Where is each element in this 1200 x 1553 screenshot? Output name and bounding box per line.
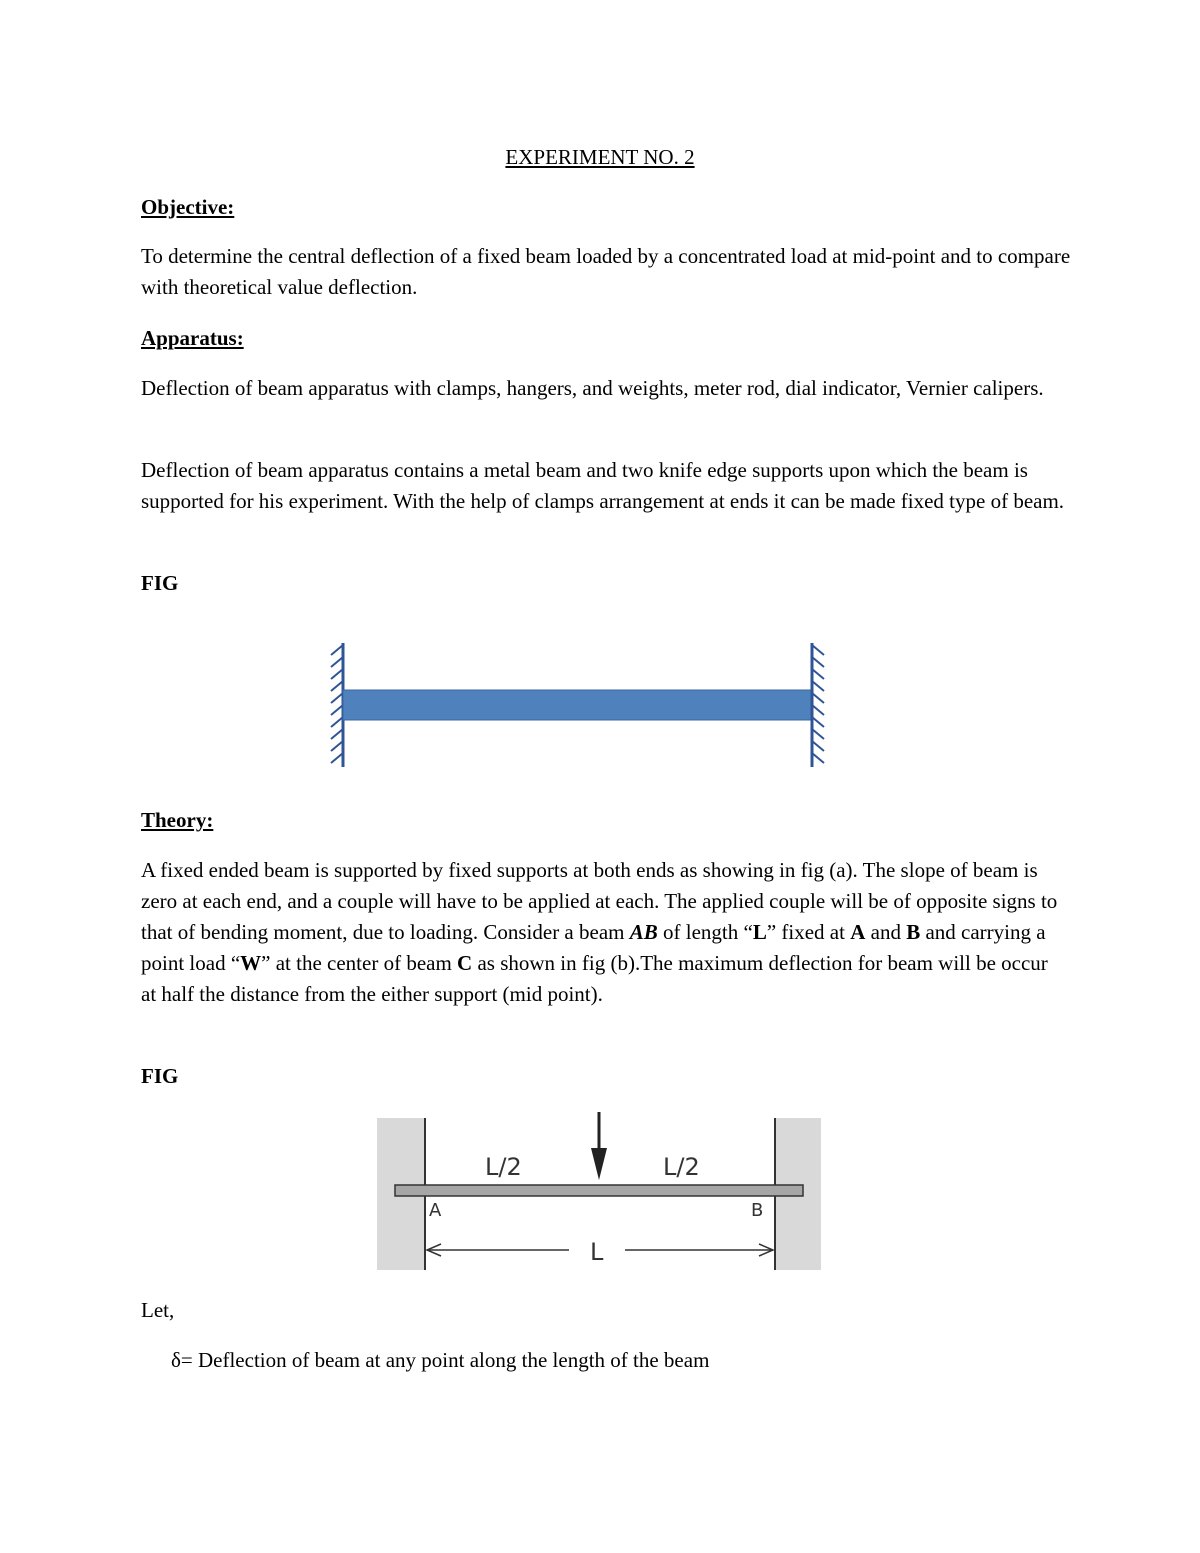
apparatus-heading: Apparatus: — [141, 326, 244, 350]
center-c-label: C — [457, 951, 473, 975]
figure-1-label: FIG — [141, 571, 179, 595]
objective-text: To determine the central deflection of a fixed beam loaded by a concentrated load at mid-point and to compare with theoretical value deflection. — [141, 244, 1071, 299]
point-b-label: B — [906, 920, 921, 944]
load-w-label: W — [240, 951, 262, 975]
beam — [395, 1185, 803, 1196]
point-b-label: B — [751, 1200, 764, 1221]
apparatus-text-1: Deflection of beam apparatus with clamps, hangers, and weights, meter rod, dial indicator, Vernier calipers. — [141, 376, 1044, 400]
span-label: L — [590, 1238, 604, 1266]
left-wall-hatch — [331, 643, 343, 767]
point-load-beam-figure — [375, 1108, 825, 1278]
figure-2-label: FIG — [141, 1064, 179, 1088]
fixed-beam-figure — [305, 615, 855, 785]
theory-text-part: and carrying a point load “ — [141, 920, 1046, 975]
theory-heading: Theory: — [141, 808, 214, 832]
right-half-label: L/2 — [663, 1153, 700, 1181]
objective-heading: Objective: — [141, 195, 235, 219]
beam-ab-label: AB — [629, 920, 658, 944]
theory-text-part: A fixed ended beam is supported by fixed supports at both ends as showing in fig (a). The slope of beam is zero at each end, and a couple will have to be applied at each. The applied couple will be of opposite signs to that of bending moment, due to loading. Consider a beam — [141, 858, 1058, 944]
deflection-definition: δ= Deflection of beam at any point along the length of the beam — [171, 1348, 710, 1372]
theory-text-part: and — [865, 920, 907, 944]
length-l-label: L — [752, 920, 767, 944]
theory-text — [141, 855, 1061, 1010]
right-wall-hatch — [812, 643, 824, 767]
let-text: Let, — [141, 1298, 175, 1322]
point-a-label: A — [429, 1200, 442, 1221]
page-title: EXPERIMENT NO. 2 — [505, 145, 695, 169]
point-a-label: A — [850, 920, 866, 944]
theory-text-part: ” at the center of beam — [261, 951, 458, 975]
beam — [343, 690, 812, 720]
theory-text-part: ” fixed at — [766, 920, 851, 944]
apparatus-text-2: Deflection of beam apparatus contains a metal beam and two knife edge supports upon which the beam is supported for his experiment. With the help of clamps arrangement at ends it can be made fixed type of beam. — [141, 458, 1065, 513]
left-half-label: L/2 — [485, 1153, 522, 1181]
load-arrow — [591, 1112, 607, 1180]
theory-text-part: as shown in fig (b).The maximum deflection for beam will be occur at half the distance from the either support (mid point). — [141, 951, 1048, 1006]
theory-text-part: of length “ — [657, 920, 753, 944]
